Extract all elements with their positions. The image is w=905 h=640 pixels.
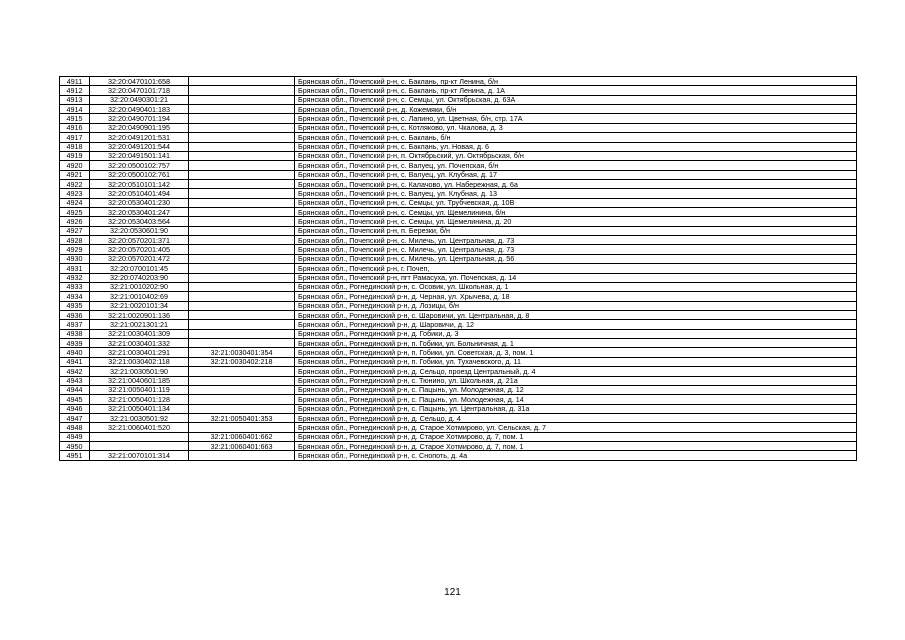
cadastral-number-cell: 32:20:0570201:405 [90,245,189,254]
related-cadastral-number-cell [189,376,295,385]
address-cell: Брянская обл., Рогнединский р-н, с. Снопоть, д. 4а [295,451,857,460]
related-cadastral-number-cell [189,310,295,319]
row-number-cell: 4918 [60,142,90,151]
row-number-cell: 4934 [60,292,90,301]
cadastral-number-cell: 32:20:0530401:247 [90,208,189,217]
row-number-cell: 4923 [60,189,90,198]
cadastral-number-cell: 32:20:0530401:230 [90,198,189,207]
address-cell: Брянская обл., Почепский р-н, с. Баклань, ул. Новая, д. 6 [295,142,857,151]
row-number-cell: 4941 [60,357,90,366]
table-row [60,376,857,385]
table-row [60,179,857,188]
address-cell: Брянская обл., Почепский р-н, с. Семцы, ул. Октябрьская, д. 63А [295,95,857,104]
row-number-cell: 4948 [60,423,90,432]
registry-table-body [60,77,857,461]
table-row [60,442,857,451]
cadastral-number-cell: 32:20:0530403:564 [90,217,189,226]
related-cadastral-number-cell [189,86,295,95]
table-row [60,367,857,376]
related-cadastral-number-cell [189,151,295,160]
address-cell: Брянская обл., Почепский р-н, п. Октябрьский, ул. Октябрьская, б/н [295,151,857,160]
row-number-cell: 4927 [60,226,90,235]
related-cadastral-number-cell: 32:21:0050401:353 [189,413,295,422]
related-cadastral-number-cell [189,339,295,348]
table-row [60,226,857,235]
related-cadastral-number-cell [189,423,295,432]
table-row [60,217,857,226]
address-cell: Брянская обл., Почепский р-н, с. Семцы, ул. Щемелинина, д. 20 [295,217,857,226]
related-cadastral-number-cell [189,161,295,170]
related-cadastral-number-cell [189,95,295,104]
row-number-cell: 4915 [60,114,90,123]
related-cadastral-number-cell: 32:21:0030401:354 [189,348,295,357]
cadastral-number-cell: 32:21:0020901:136 [90,310,189,319]
cadastral-number-cell [90,442,189,451]
related-cadastral-number-cell [189,114,295,123]
related-cadastral-number-cell [189,77,295,86]
cadastral-number-cell: 32:20:0490701:194 [90,114,189,123]
related-cadastral-number-cell [189,198,295,207]
table-row [60,254,857,263]
related-cadastral-number-cell [189,142,295,151]
related-cadastral-number-cell [189,189,295,198]
cadastral-number-cell: 32:21:0030401:309 [90,329,189,338]
row-number-cell: 4938 [60,329,90,338]
table-row [60,123,857,132]
related-cadastral-number-cell [189,264,295,273]
cadastral-number-cell: 32:20:0490901:195 [90,123,189,132]
table-row [60,339,857,348]
row-number-cell: 4935 [60,301,90,310]
table-row [60,292,857,301]
table-row [60,77,857,86]
cadastral-number-cell: 32:21:0030401:291 [90,348,189,357]
cadastral-number-cell: 32:20:0470101:658 [90,77,189,86]
address-cell: Брянская обл., Почепский р-н, с. Калачово, ул. Набережная, д. 6а [295,179,857,188]
related-cadastral-number-cell [189,395,295,404]
address-cell: Брянская обл., Почепский р-н, с. Милечь, ул. Центральная, д. 56 [295,254,857,263]
address-cell: Брянская обл., Почепский р-н, с. Лапино, ул. Цветная, б/н, стр. 17А [295,114,857,123]
related-cadastral-number-cell [189,133,295,142]
address-cell: Брянская обл., Почепский р-н, с. Валуец, ул. Почепская, б/н [295,161,857,170]
table-row [60,189,857,198]
cadastral-number-cell: 32:20:0530601:90 [90,226,189,235]
row-number-cell: 4930 [60,254,90,263]
row-number-cell: 4917 [60,133,90,142]
table-row [60,151,857,160]
address-cell: Брянская обл., Почепский р-н, с. Семцы, ул. Щемелинина, б/н [295,208,857,217]
table-row [60,170,857,179]
related-cadastral-number-cell [189,367,295,376]
cadastral-number-cell: 32:21:0060401:520 [90,423,189,432]
address-cell: Брянская обл., Рогнединский р-н, д. Черная, ул. Хрычева, д. 18 [295,292,857,301]
related-cadastral-number-cell [189,273,295,282]
address-cell: Брянская обл., Рогнединский р-н, с. Пацынь, ул. Молодежная, д. 14 [295,395,857,404]
cadastral-number-cell: 32:20:0490401:183 [90,105,189,114]
row-number-cell: 4933 [60,282,90,291]
table-row [60,282,857,291]
row-number-cell: 4944 [60,385,90,394]
cadastral-number-cell: 32:20:0510401:494 [90,189,189,198]
table-row [60,348,857,357]
cadastral-number-cell: 32:20:0700101:45 [90,264,189,273]
address-cell: Брянская обл., Рогнединский р-н, д. Старое Хотмирово, ул. Сельская, д. 7 [295,423,857,432]
address-cell: Брянская обл., Рогнединский р-н, с. Тюнино, ул. Школьная, д. 21а [295,376,857,385]
cadastral-number-cell: 32:21:0030402:118 [90,357,189,366]
table-row [60,95,857,104]
cadastral-number-cell: 32:20:0570201:371 [90,236,189,245]
table-row [60,264,857,273]
address-cell: Брянская обл., Рогнединский р-н, д. Старое Хотмирово, д. 7, пом. 1 [295,442,857,451]
cadastral-number-cell: 32:20:0500102:757 [90,161,189,170]
table-row [60,161,857,170]
related-cadastral-number-cell [189,217,295,226]
table-row [60,273,857,282]
table-row [60,86,857,95]
address-cell: Брянская обл., Почепский р-н, с. Милечь, ул. Центральная, д. 73 [295,245,857,254]
cadastral-number-cell: 32:21:0030501:92 [90,413,189,422]
cadastral-number-cell: 32:21:0010202:90 [90,282,189,291]
cadastral-number-cell [90,432,189,441]
related-cadastral-number-cell [189,301,295,310]
row-number-cell: 4916 [60,123,90,132]
cadastral-number-cell: 32:20:0570201:472 [90,254,189,263]
cadastral-number-cell: 32:21:0070101:314 [90,451,189,460]
table-row [60,310,857,319]
row-number-cell: 4942 [60,367,90,376]
table-row [60,357,857,366]
table-row [60,133,857,142]
address-cell: Брянская обл., Почепский р-н, с. Семцы, ул. Трубчевская, д. 10В [295,198,857,207]
table-row [60,404,857,413]
row-number-cell: 4913 [60,95,90,104]
row-number-cell: 4925 [60,208,90,217]
related-cadastral-number-cell [189,329,295,338]
related-cadastral-number-cell: 32:21:0030402:218 [189,357,295,366]
cadastral-number-cell: 32:21:0020101:34 [90,301,189,310]
table-row [60,423,857,432]
related-cadastral-number-cell: 32:21:0060401:662 [189,432,295,441]
address-cell: Брянская обл., Почепский р-н, с. Баклань, пр-кт Ленина, д. 1А [295,86,857,95]
table-row [60,236,857,245]
cadastral-number-cell: 32:21:0030401:332 [90,339,189,348]
address-cell: Брянская обл., Рогнединский р-н, с. Осовик, ул. Школьная, д. 1 [295,282,857,291]
row-number-cell: 4929 [60,245,90,254]
address-cell: Брянская обл., Рогнединский р-н, д. Лозицы, б/н [295,301,857,310]
row-number-cell: 4924 [60,198,90,207]
address-cell: Брянская обл., Рогнединский р-н, д. Старое Хотмирово, д. 7, пом. 1 [295,432,857,441]
row-number-cell: 4936 [60,310,90,319]
address-cell: Брянская обл., Почепский р-н, п. Березки, б/н [295,226,857,235]
row-number-cell: 4928 [60,236,90,245]
cadastral-number-cell: 32:20:0500102:761 [90,170,189,179]
cadastral-number-cell: 32:20:0470101:718 [90,86,189,95]
address-cell: Брянская обл., Рогнединский р-н, п. Гобики, ул. Тухачевского, д. 11 [295,357,857,366]
cadastral-number-cell: 32:20:0491201:531 [90,133,189,142]
cadastral-number-cell: 32:21:0030501:90 [90,367,189,376]
related-cadastral-number-cell [189,245,295,254]
row-number-cell: 4937 [60,320,90,329]
cadastral-number-cell: 32:20:0491201:544 [90,142,189,151]
address-cell: Брянская обл., Рогнединский р-н, с. Шаровичи, ул. Центральная, д. 8 [295,310,857,319]
row-number-cell: 4921 [60,170,90,179]
address-cell: Брянская обл., Почепский р-н, г. Почеп, [295,264,857,273]
table-row [60,142,857,151]
table-row [60,432,857,441]
address-cell: Брянская обл., Почепский р-н, с. Милечь, ул. Центральная, д. 73 [295,236,857,245]
cadastral-number-cell: 32:20:0490301:21 [90,95,189,104]
row-number-cell: 4939 [60,339,90,348]
address-cell: Брянская обл., Почепский р-н, с. Баклань, пр-кт Ленина, б/н [295,77,857,86]
address-cell: Брянская обл., Почепский р-н, д. Кожемяки, б/н [295,105,857,114]
address-cell: Брянская обл., Почепский р-н, пгт Рамасуха, ул. Почепская, д. 14 [295,273,857,282]
row-number-cell: 4919 [60,151,90,160]
address-cell: Брянская обл., Рогнединский р-н, д. Сельцо, д. 4 [295,413,857,422]
table-row [60,329,857,338]
cadastral-number-cell: 32:20:0491501:141 [90,151,189,160]
row-number-cell: 4946 [60,404,90,413]
table-row [60,451,857,460]
address-cell: Брянская обл., Почепский р-н, с. Валуец, ул. Клубная, д. 13 [295,189,857,198]
row-number-cell: 4911 [60,77,90,86]
related-cadastral-number-cell [189,105,295,114]
table-row [60,320,857,329]
row-number-cell: 4947 [60,413,90,422]
related-cadastral-number-cell [189,282,295,291]
related-cadastral-number-cell [189,170,295,179]
table-row [60,385,857,394]
table-row [60,395,857,404]
address-cell: Брянская обл., Почепский р-н, с. Валуец, ул. Клубная, д. 17 [295,170,857,179]
related-cadastral-number-cell [189,123,295,132]
address-cell: Брянская обл., Рогнединский р-н, п. Гобики, ул. Советская, д. 3, пом. 1 [295,348,857,357]
related-cadastral-number-cell [189,254,295,263]
address-cell: Брянская обл., Рогнединский р-н, с. Пацынь, ул. Молодежная, д. 12 [295,385,857,394]
table-row [60,301,857,310]
related-cadastral-number-cell: 32:21:0060401:663 [189,442,295,451]
related-cadastral-number-cell [189,208,295,217]
address-cell: Брянская обл., Рогнединский р-н, с. Пацынь, ул. Центральная, д. 31а [295,404,857,413]
related-cadastral-number-cell [189,236,295,245]
cadastral-number-cell: 32:21:0010402:69 [90,292,189,301]
row-number-cell: 4914 [60,105,90,114]
row-number-cell: 4940 [60,348,90,357]
cadastral-number-cell: 32:21:0050401:134 [90,404,189,413]
row-number-cell: 4922 [60,179,90,188]
table-row [60,114,857,123]
table-row [60,105,857,114]
row-number-cell: 4932 [60,273,90,282]
row-number-cell: 4950 [60,442,90,451]
table-row [60,198,857,207]
address-cell: Брянская обл., Почепский р-н, с. Баклань, б/н [295,133,857,142]
row-number-cell: 4943 [60,376,90,385]
related-cadastral-number-cell [189,404,295,413]
table-row [60,208,857,217]
cadastral-number-cell: 32:21:0021301:21 [90,320,189,329]
cadastral-number-cell: 32:20:0740203:90 [90,273,189,282]
table-row [60,245,857,254]
row-number-cell: 4920 [60,161,90,170]
related-cadastral-number-cell [189,320,295,329]
related-cadastral-number-cell [189,179,295,188]
row-number-cell: 4951 [60,451,90,460]
property-registry-table [59,76,857,461]
row-number-cell: 4926 [60,217,90,226]
row-number-cell: 4949 [60,432,90,441]
related-cadastral-number-cell [189,385,295,394]
page-number: 121 [444,587,461,598]
address-cell: Брянская обл., Почепский р-н, с. Котляково, ул. Чкалова, д. 3 [295,123,857,132]
row-number-cell: 4912 [60,86,90,95]
address-cell: Брянская обл., Рогнединский р-н, п. Гобики, ул. Больничная, д. 1 [295,339,857,348]
address-cell: Брянская обл., Рогнединский р-н, д. Сельцо, проезд Центральный, д. 4 [295,367,857,376]
cadastral-number-cell: 32:21:0050401:119 [90,385,189,394]
related-cadastral-number-cell [189,292,295,301]
row-number-cell: 4931 [60,264,90,273]
cadastral-number-cell: 32:21:0050401:128 [90,395,189,404]
related-cadastral-number-cell [189,451,295,460]
cadastral-number-cell: 32:20:0510101:142 [90,179,189,188]
table-row [60,413,857,422]
address-cell: Брянская обл., Рогнединский р-н, д. Гобики, д. 3 [295,329,857,338]
row-number-cell: 4945 [60,395,90,404]
address-cell: Брянская обл., Рогнединский р-н, д. Шаровичи, д. 12 [295,320,857,329]
cadastral-number-cell: 32:21:0040601:185 [90,376,189,385]
related-cadastral-number-cell [189,226,295,235]
